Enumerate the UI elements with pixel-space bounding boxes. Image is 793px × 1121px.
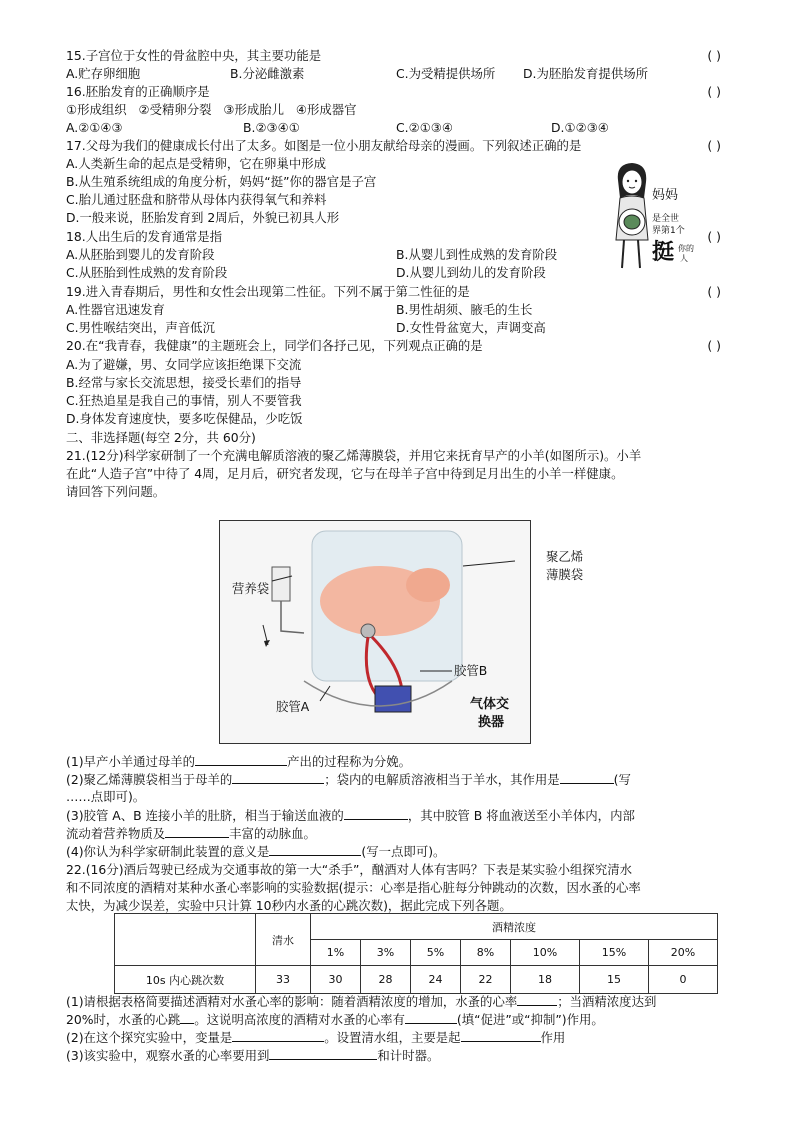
q21-intro-3: 请回答下列问题。: [66, 484, 166, 499]
q21-blank-2[interactable]: [232, 771, 324, 784]
q21-sub4: (4)你认为科学家研制此装置的意义是 (写一点即可)。: [66, 844, 446, 859]
q17-option-c: C.胎儿通过胚盘和脐带从母体内获得氧气和养料: [66, 192, 327, 207]
q21-sub3-cont: 流动着营养物质及 丰富的动脉血。: [66, 826, 316, 841]
q21-sub3: (3)胶管 A、B 连接小羊的肚脐，相当于输送血液的 ，其中胶管 B 将血液送至小羊体内，内部: [66, 808, 635, 823]
q19-option-b: B.男性胡须、腋毛的生长: [396, 302, 533, 317]
q18-option-c: C.从胚胎到性成熟的发育阶段: [66, 265, 228, 280]
q15-option-a: A.贮存卵细胞: [66, 66, 141, 81]
q21-sub2-cont: ……点即可)。: [66, 789, 146, 804]
q22-blank-3[interactable]: [405, 1011, 457, 1024]
cartoon-mom: 妈妈: [652, 188, 679, 203]
q16-option-b: B.②③④①: [243, 120, 300, 135]
table-cell-3: 24: [411, 966, 461, 994]
table-cell-2: 28: [361, 966, 411, 994]
q19-answer-bracket[interactable]: ( ): [707, 284, 721, 299]
q22-blank-2[interactable]: [180, 1011, 194, 1024]
label-gas-exchanger-2: 换器: [478, 715, 505, 730]
cartoon-big: 挺: [652, 240, 675, 265]
table-col-3: 5%: [411, 940, 461, 966]
q15-option-c: C.为受精提供场所: [396, 66, 496, 81]
table-col-1: 1%: [311, 940, 361, 966]
cartoon-small1: 你的: [678, 244, 694, 253]
heart-rate-table: [114, 913, 718, 994]
q16-option-a: A.②①④③: [66, 120, 123, 135]
table-cell-water: 33: [256, 966, 311, 994]
q22-blank-1[interactable]: [517, 993, 557, 1006]
q20-option-a: A.为了避嫌，男、女同学应该拒绝课下交流: [66, 357, 302, 372]
cartoon-line2: 界第1个: [652, 226, 685, 236]
q19-option-d: D.女性骨盆宽大，声调变高: [396, 320, 546, 335]
q22-blank-6[interactable]: [269, 1047, 377, 1060]
q16-option-c: C.②①③④: [396, 120, 454, 135]
q21-blank-1[interactable]: [195, 753, 287, 766]
table-corner: [115, 914, 256, 966]
q20-option-c: C.狂热追星是我自己的事情，别人不要管我: [66, 393, 302, 408]
q21-sub1: (1)早产小羊通过母羊的 产出的过程称为分娩。: [66, 754, 411, 769]
q21-blank-6[interactable]: [269, 843, 361, 856]
table-col-2: 3%: [361, 940, 411, 966]
q15-stem: 15.子宫位于女性的骨盆腔中央，其主要功能是: [66, 48, 322, 63]
q18-option-b: B.从婴儿到性成熟的发育阶段: [396, 247, 558, 262]
q18-option-a: A.从胚胎到婴儿的发育阶段: [66, 247, 215, 262]
q19-option-c: C.男性喉结突出，声音低沉: [66, 320, 215, 335]
q17-answer-bracket[interactable]: ( ): [707, 138, 721, 153]
q17-option-d: D.一般来说，胚胎发育到 2周后，外貌已初具人形: [66, 210, 340, 225]
cartoon-line1: 是全世: [652, 214, 680, 224]
q22-sub2: (2)在这个探究实验中，变量是 。设置清水组，主要是起 作用: [66, 1030, 566, 1045]
label-tube-b: 胶管B: [454, 663, 488, 678]
q15-option-b: B.分泌雌激素: [230, 66, 305, 81]
q22-intro-1: 22.(16分)酒后驾驶已经成为交通事故的第一大“杀手”，酗酒对人体有害吗？下表是某实验小组探究清水: [66, 862, 632, 877]
artificial-womb-figure: [219, 520, 584, 744]
table-header-concentration: 酒精浓度: [311, 914, 718, 940]
q22-intro-3: 太快，为减少误差，实验中只计算 10秒内水蚤的心跳次数)，据此完成下列各题。: [66, 898, 512, 913]
label-polyethylene-bag-1: 聚乙烯: [546, 549, 584, 564]
q15-answer-bracket[interactable]: ( ): [707, 48, 721, 63]
table-cell-7: 0: [648, 966, 717, 994]
q22-sub1: (1)请根据表格简要描述酒精对水蚤心率的影响：随着酒精浓度的增加，水蚤的心率 ；当酒精浓度达到: [66, 994, 657, 1009]
cartoon-small2: 人: [680, 254, 688, 263]
table-header-water: 清水: [256, 914, 311, 966]
q22-blank-4[interactable]: [232, 1029, 324, 1042]
table-cell-6: 15: [579, 966, 648, 994]
q22-sub3: (3)该实验中，观察水蚤的心率要用到 和计时器。: [66, 1048, 440, 1063]
q21-intro-1: 21.(12分)科学家研制了一个充满电解质溶液的聚乙烯薄膜袋，并用它来抚育早产的小羊(如图所示)。小羊: [66, 448, 642, 463]
q18-stem: 18.人出生后的发育通常是指: [66, 229, 223, 244]
q17-option-b: B.从生殖系统组成的角度分析，妈妈“挺”你的器官是子宫: [66, 174, 377, 189]
table-col-4: 8%: [461, 940, 511, 966]
table-cell-1: 30: [311, 966, 361, 994]
q17-stem: 17.父母为我们的健康成长付出了太多。如图是一位小朋友献给母亲的漫画。下列叙述正确的是: [66, 138, 582, 153]
table-row-label: 10s 内心跳次数: [115, 966, 256, 994]
label-tube-a: 胶管A: [276, 699, 310, 714]
q20-option-b: B.经常与家长交流思想，接受长辈们的指导: [66, 375, 302, 390]
table-cell-5: 18: [511, 966, 580, 994]
label-gas-exchanger-1: 气体交: [470, 697, 510, 712]
q16-stem: 16.胚胎发育的正确顺序是: [66, 84, 210, 99]
q20-answer-bracket[interactable]: ( ): [707, 338, 721, 353]
label-polyethylene-bag-2: 薄膜袋: [546, 567, 584, 582]
q21-intro-2: 在此“人造子宫”中待了 4周，足月后，研究者发现，它与在母羊子宫中待到足月出生的小羊一样健康。: [66, 466, 624, 481]
q18-option-d: D.从婴儿到幼儿的发育阶段: [396, 265, 546, 280]
q16-answer-bracket[interactable]: ( ): [707, 84, 721, 99]
mother-cartoon: [608, 162, 694, 278]
section-2-heading: 二、非选择题(每空 2分，共 60分): [66, 430, 256, 445]
q22-intro-2: 和不同浓度的酒精对某种水蚤心率影响的实验数据(提示：心率是指心脏每分钟跳动的次数，因水蚤的心率: [66, 880, 641, 895]
q19-stem: 19.进入青春期后，男性和女性会出现第二性征。下列不属于第二性征的是: [66, 284, 470, 299]
q16-items: ①形成组织 ②受精卵分裂 ③形成胎儿 ④形成器官: [66, 102, 357, 117]
q16-option-d: D.①②③④: [551, 120, 609, 135]
table-col-7: 20%: [648, 940, 717, 966]
table-cell-4: 22: [461, 966, 511, 994]
q18-answer-bracket[interactable]: ( ): [707, 229, 721, 244]
q20-option-d: D.身体发育速度快，要多吃保健品，少吃饭: [66, 411, 303, 426]
table-col-6: 15%: [579, 940, 648, 966]
q22-sub1-cont: 20%时，水蚤的心跳 。这说明高浓度的酒精对水蚤的心率有 (填“促进”或“抑制”)作用。: [66, 1012, 604, 1027]
q20-stem: 20.在“我青春，我健康”的主题班会上，同学们各抒己见，下列观点正确的是: [66, 338, 483, 353]
q19-option-a: A.性器官迅速发育: [66, 302, 165, 317]
q15-option-d: D.为胚胎发育提供场所: [523, 66, 648, 81]
q17-option-a: A.人类新生命的起点是受精卵，它在卵巢中形成: [66, 156, 327, 171]
table-col-5: 10%: [511, 940, 580, 966]
q21-blank-3[interactable]: [560, 771, 614, 784]
q21-blank-4[interactable]: [344, 807, 408, 820]
q21-sub2: (2)聚乙烯薄膜袋相当于母羊的 ；袋内的电解质溶液相当于羊水，其作用是 (写: [66, 772, 631, 787]
q21-blank-5[interactable]: [165, 825, 229, 838]
q22-blank-5[interactable]: [461, 1029, 541, 1042]
label-nutrient-bag: 营养袋: [232, 581, 270, 596]
